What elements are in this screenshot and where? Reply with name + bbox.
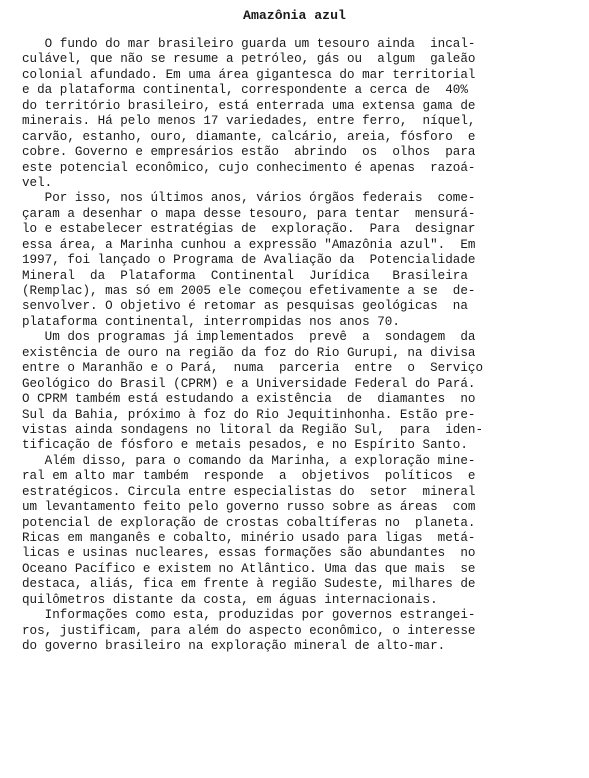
text-line: Por isso, nos últimos anos, vários órgãos federais come- bbox=[22, 191, 476, 206]
document-body bbox=[22, 37, 567, 655]
text-line: este potencial econômico, cujo conhecimento é apenas razoá- bbox=[22, 160, 476, 175]
text-line: Sul da Bahia, próximo à foz do Rio Jequitinhonha. Estão pre- bbox=[22, 407, 476, 422]
text-line: colonial afundado. Em uma área gigantesca do mar territorial bbox=[22, 67, 476, 82]
text-line: culável, que não se resume a petróleo, gás ou algum galeão bbox=[22, 52, 476, 67]
text-line: ral em alto mar também responde a objetivos políticos e bbox=[22, 469, 476, 484]
text-line: O fundo do mar brasileiro guarda um tesouro ainda incal- bbox=[22, 37, 476, 51]
text-line: minerais. Há pelo menos 17 variedades, entre ferro, níquel, bbox=[22, 114, 476, 129]
text-line: 1997, foi lançado o Programa de Avaliação da Potencialidade bbox=[22, 253, 476, 268]
text-line: vistas ainda sondagens no litoral da Região Sul, para iden- bbox=[22, 422, 484, 437]
text-line: tificação de fósforo e metais pesados, e no Espírito Santo. bbox=[22, 438, 468, 453]
text-line: quilômetros distante da costa, em águas internacionais. bbox=[22, 592, 438, 607]
text-line: çaram a desenhar o mapa desse tesouro, para tentar mensurá- bbox=[22, 206, 476, 221]
text-line: Ricas em manganês e cobalto, minério usado para ligas metá- bbox=[22, 531, 476, 545]
text-line: O CPRM também está estudando a existência de diamantes no bbox=[22, 392, 476, 407]
text-line: essa área, a Marinha cunhou a expressão "Amazônia azul". Em bbox=[22, 237, 476, 252]
text-line: entre o Maranhão e o Pará, numa parceria entre o Serviço bbox=[22, 361, 484, 376]
text-line: Geológico do Brasil (CPRM) e a Universidade Federal do Pará. bbox=[22, 376, 476, 391]
text-line: Um dos programas já implementados prevê a sondagem da bbox=[22, 330, 476, 345]
text-line: do governo brasileiro na exploração mineral de alto-mar. bbox=[22, 639, 446, 654]
text-line: ros, justificam, para além do aspecto econômico, o interesse bbox=[22, 623, 476, 638]
text-line: Além disso, para o comando da Marinha, a exploração mine- bbox=[22, 453, 476, 468]
text-line: senvolver. O objetivo é retomar as pesquisas geológicas na bbox=[22, 299, 468, 314]
text-line: Informações como esta, produzidas por governos estrangei- bbox=[22, 608, 476, 623]
text-line: e da plataforma continental, correspondente a cerca de 40% bbox=[22, 83, 468, 98]
text-line: (Remplac), mas só em 2005 ele começou efetivamente a se de- bbox=[22, 284, 476, 298]
text-line: licas e usinas nucleares, essas formações são abundantes no bbox=[22, 546, 476, 561]
text-line: do território brasileiro, está enterrada uma extensa gama de bbox=[22, 98, 476, 113]
text-line: carvão, estanho, ouro, diamante, calcário, areia, fósforo e bbox=[22, 129, 476, 144]
text-line: Mineral da Plataforma Continental Jurídica Brasileira bbox=[22, 268, 468, 283]
text-line: potencial de exploração de crostas cobaltíferas no planeta. bbox=[22, 515, 476, 530]
text-line: cobre. Governo e empresários estão abrindo os olhos para bbox=[22, 145, 476, 160]
text-line: existência de ouro na região da foz do Rio Gurupi, na divisa bbox=[22, 345, 476, 360]
text-line: um levantamento feito pelo governo russo sobre as áreas com bbox=[22, 500, 476, 515]
document-title: Amazônia azul bbox=[243, 8, 346, 23]
text-line: vel. bbox=[22, 175, 53, 190]
text-line: Oceano Pacífico e existem no Atlântico. Uma das que mais se bbox=[22, 561, 476, 576]
text-line: estratégicos. Circula entre especialistas do setor mineral bbox=[22, 484, 476, 499]
text-line: destaca, aliás, fica em frente à região Sudeste, milhares de bbox=[22, 577, 476, 592]
text-line: lo e estabelecer estratégias de exploração. Para designar bbox=[22, 222, 476, 237]
text-line: plataforma continental, interrompidas nos anos 70. bbox=[22, 314, 400, 329]
